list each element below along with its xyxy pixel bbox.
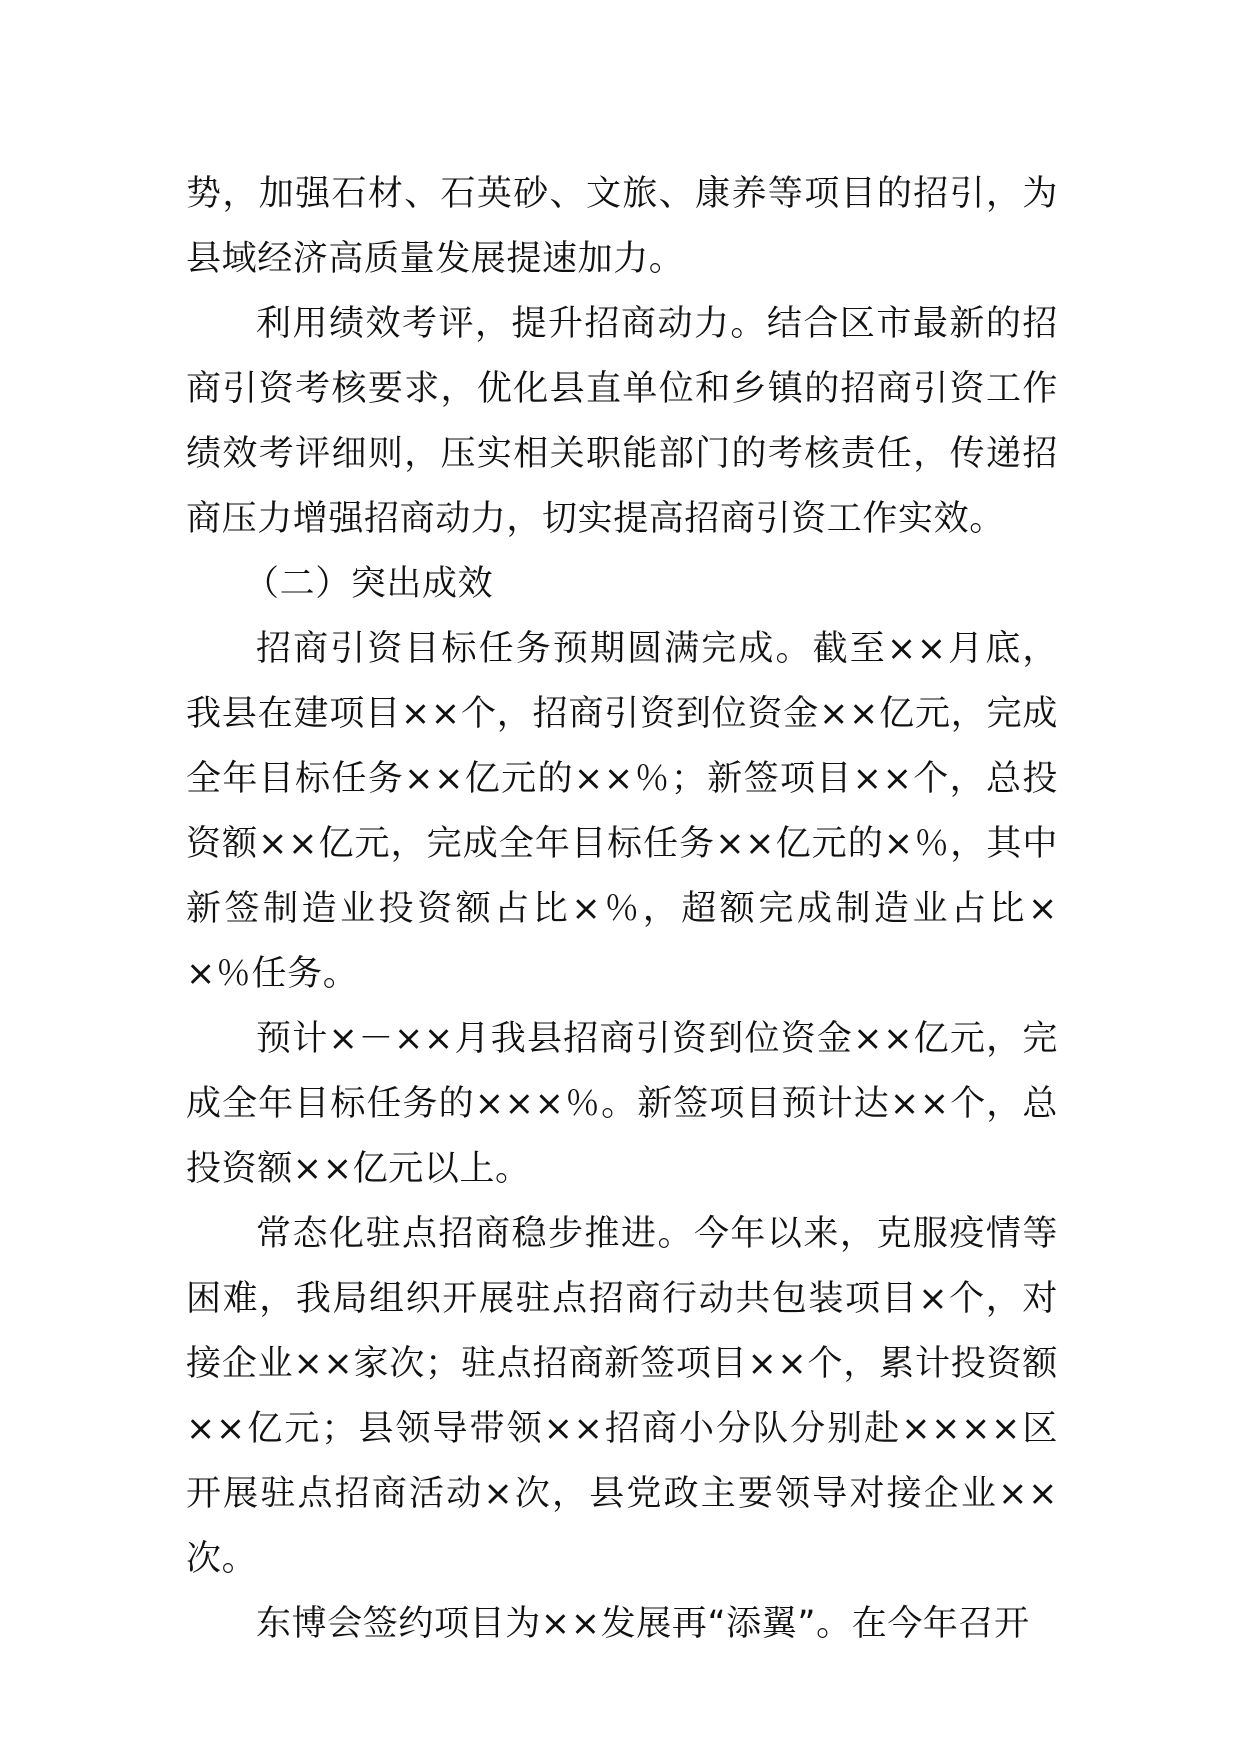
paragraph-expo-projects: 东博会签约项目为××发展再“添翼”。在今年召开: [256, 1604, 1030, 1644]
paragraph-performance-evaluation: 利用绩效考评，提升招商动力。结合区市最新的招商引资考核要求，优化县直单位和乡镇的招商引资工作绩效考评细则，压实相关职能部门的考核责任，传递招商压力增强招商动力，切实提高招商引资工作实效。: [186, 304, 1058, 539]
paragraph-continuation: 势，加强石材、石英砂、文旅、康养等项目的招引，为县域经济高质量发展提速加力。: [186, 174, 1058, 279]
document-body: [186, 162, 1058, 1657]
paragraph-forecast: 预计×－××月我县招商引资到位资金××亿元，完成全年目标任务的×××％。新签项目预计达××个，总投资额××亿元以上。: [186, 1019, 1058, 1189]
paragraph-onsite-investment: 常态化驻点招商稳步推进。今年以来，克服疫情等困难，我局组织开展驻点招商行动共包装项目×个，对接企业××家次；驻点招商新签项目××个，累计投资额××亿元；县领导带领××招商小分队分别赴××××区开展驻点招商活动×次，县党政主要领导对接企业××次。: [186, 1214, 1058, 1579]
paragraph-targets-completed: 招商引资目标任务预期圆满完成。截至××月底，我县在建项目××个，招商引资到位资金××亿元，完成全年目标任务××亿元的××％；新签项目××个，总投资额××亿元，完成全年目标任务××亿元的×％，其中新签制造业投资额占比×％，超额完成制造业占比××％任务。: [186, 629, 1058, 994]
section-heading-results: （二）突出成效: [244, 564, 494, 604]
